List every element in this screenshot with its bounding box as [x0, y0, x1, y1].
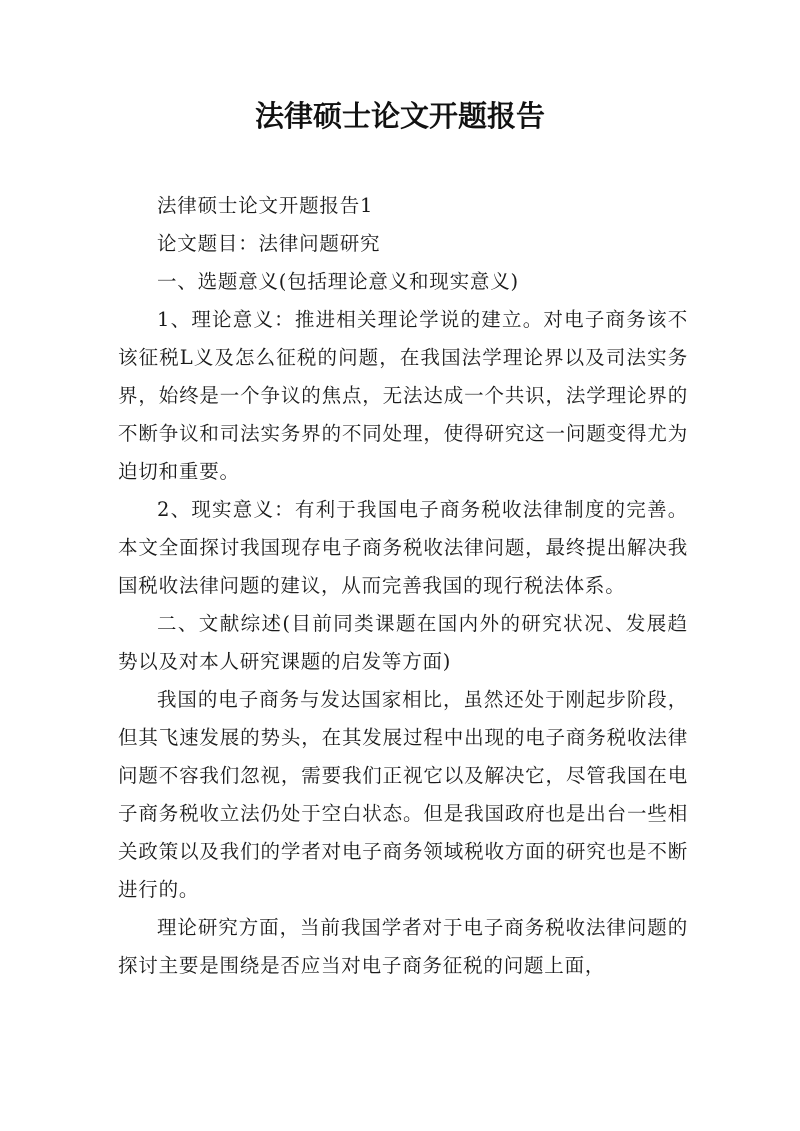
paragraph-practical-significance: 2、现实意义：有利于我国电子商务税收法律制度的完善。本文全面探讨我国现存电子商务税收法律问题，最终提出解决我国税收法律问题的建议，从而完善我国的现行税法体系。 [118, 498, 688, 597]
document-body [118, 187, 688, 985]
paragraph-theory-research: 理论研究方面，当前我国学者对于电子商务税收法律问题的探讨主要是围绕是否应当对电子商务征税的问题上面， [118, 916, 688, 977]
paragraph-theoretical-significance: 1、理论意义：推进相关理论学说的建立。对电子商务该不该征税L义及怎么征税的问题，在我国法学理论界以及司法实务界，始终是一个争议的焦点，无法达成一个共识，法学理论界的不断争议和司法实务界的不同处理，使得研究这一问题变得尤为迫切和重要。 [118, 308, 688, 483]
paragraph-thesis-topic: 论文题目：法律问题研究 [157, 232, 381, 255]
paragraph-section-literature-review: 二、文献综述(目前同类课题在国内外的研究状况、发展趋势以及对本人研究课题的启发等方面) [118, 612, 688, 673]
paragraph-report-heading: 法律硕士论文开题报告1 [157, 194, 374, 217]
paragraph-section-significance: 一、选题意义(包括理论意义和现实意义) [157, 270, 519, 293]
document-title: 法律硕士论文开题报告 [254, 99, 545, 133]
paragraph-ecommerce-development: 我国的电子商务与发达国家相比，虽然还处于刚起步阶段，但其飞速发展的势头，在其发展过程中出现的电子商务税收法律问题不容我们忽视，需要我们正视它以及解决它，尽管我国在电子商务税收立法仍处于空白状态。但是我国政府也是出台一些相关政策以及我们的学者对电子商务领域税收方面的研究也是不断进行的。 [118, 688, 688, 901]
